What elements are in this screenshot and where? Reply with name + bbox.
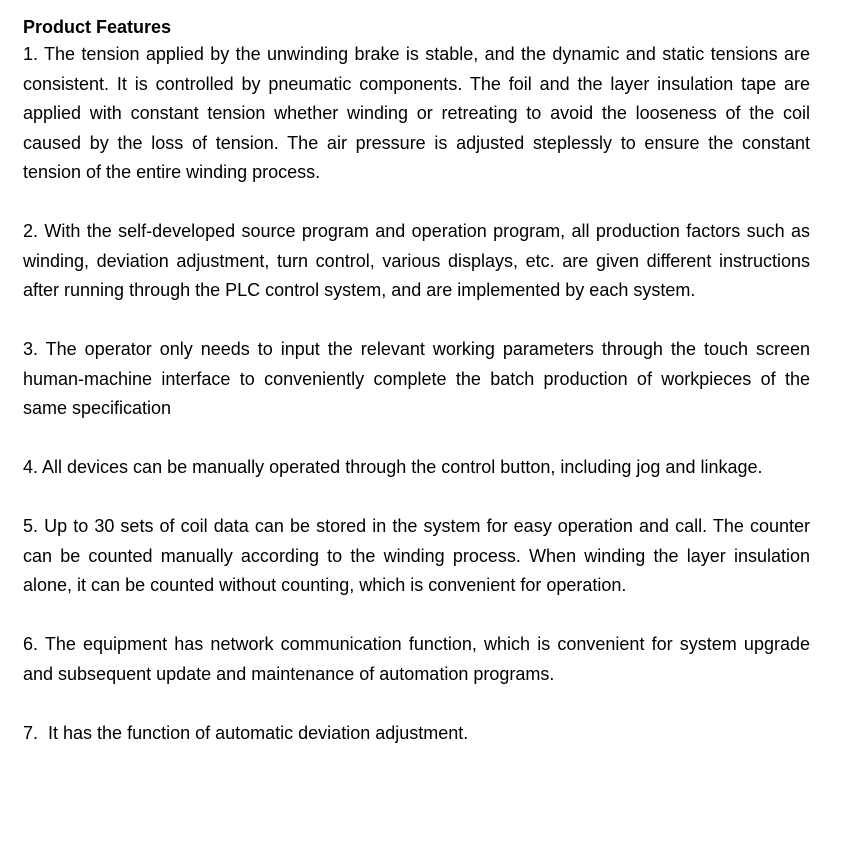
feature-paragraph-6: 6. The equipment has network communication function, which is convenient for system upgrade and subsequent update and maintenance of automation programs. [23, 634, 810, 684]
feature-paragraph-1: 1. The tension applied by the unwinding brake is stable, and the dynamic and static tensions are consistent. It is controlled by pneumatic components. The foil and the layer insulation tape are applied with constant tension whether winding or retreating to avoid the looseness of the coil caused by the loss of tension. The air pressure is adjusted steplessly to ensure the constant tension of the entire winding process. [23, 44, 810, 182]
section-title: Product Features [23, 17, 172, 37]
feature-paragraph-4: 4. All devices can be manually operated through the control button, including jog and linkage. [23, 457, 763, 477]
feature-paragraph-3: 3. The operator only needs to input the relevant working parameters through the touch screen human-machine interface to conveniently complete the batch production of workpieces of the same specification [23, 339, 810, 418]
feature-paragraph-5: 5. Up to 30 sets of coil data can be stored in the system for easy operation and call. The counter can be counted manually according to the winding process. When winding the layer insulation alone, it can be counted without counting, which is convenient for operation. [23, 516, 810, 595]
document-body [23, 15, 810, 748]
feature-paragraph-2: 2. With the self-developed source program and operation program, all production factors such as winding, deviation adjustment, turn control, various displays, etc. are given different instructions after running through the PLC control system, and are implemented by each system. [23, 221, 810, 300]
feature-paragraph-7: 7. It has the function of automatic deviation adjustment. [23, 722, 469, 743]
